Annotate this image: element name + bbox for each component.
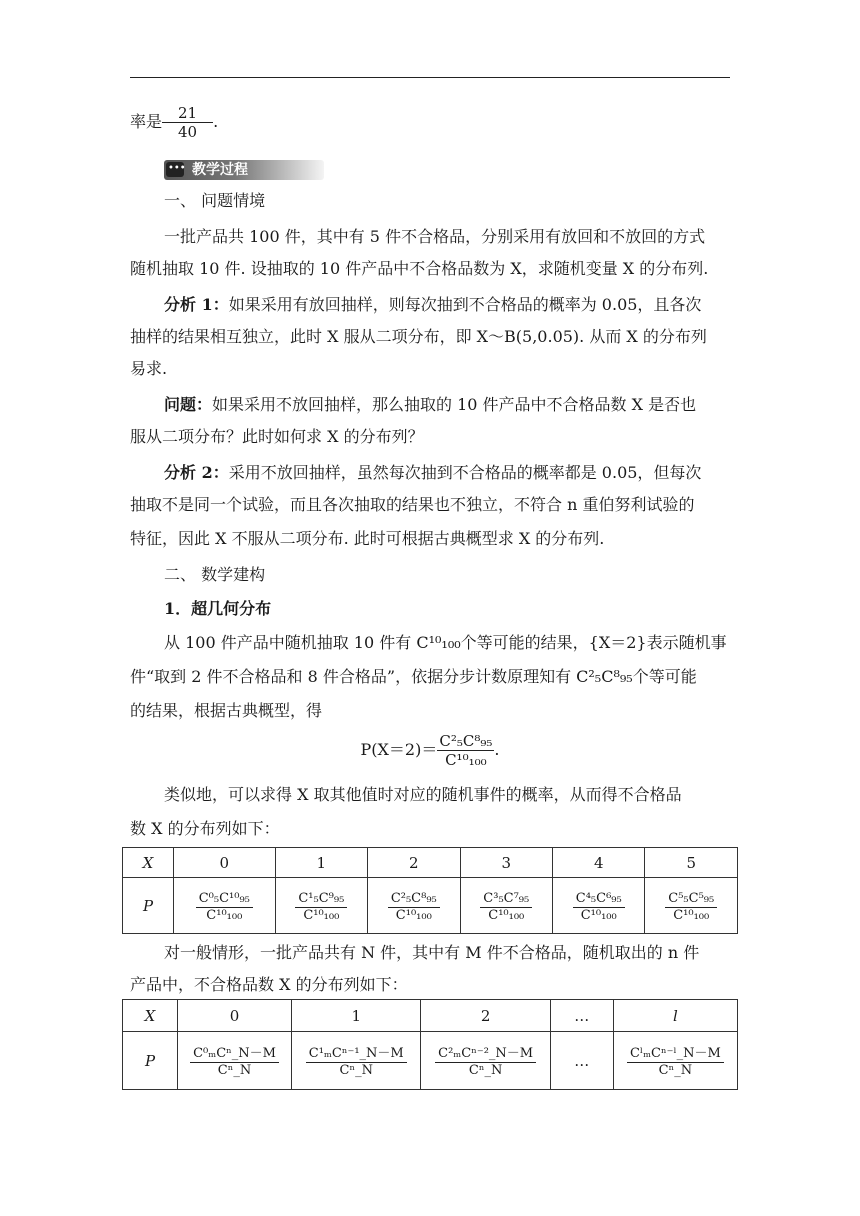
paragraph: 抽样的结果相互独立，此时 X 服从二项分布，即 X～B(5,0.05). 从而 X 的分布列 <box>130 327 707 346</box>
paragraph: 特征，因此 X 不服从二项分布. 此时可根据古典概型求 X 的分布列. <box>130 529 605 548</box>
paragraph: 抽取不是同一个试验，而且各次抽取的结果也不独立，不符合 n 重伯努利试验的 <box>130 495 695 514</box>
answer-fraction: $\frac{21}{40}$ <box>178 104 198 141</box>
question: 问题：如果采用不放回抽样，那么抽取的 10 件产品中不合格品数 X 是否也 <box>164 395 697 414</box>
paragraph: 数 X 的分布列如下： <box>130 819 280 838</box>
paragraph: 对一般情形，一批产品共有 N 件，其中有 M 件不合格品，随机取出的 n 件 <box>164 943 700 962</box>
distribution-table-2: X 0 1 2 … l P $\frac{\text{C⁰ₘCⁿ\_N－M}}{\text{Cⁿ\_N}}$ $\frac{\text{C¹ₘCⁿ⁻¹\_N－M}}{\text{Cⁿ\_N}}$ $\frac{\text{C²ₘCⁿ⁻²\_N－M}}{\text{Cⁿ\_N}}$ … $\frac{\text{CˡₘCⁿ⁻ˡ\_N－M}}{\text{Cⁿ\_N}}$ <box>122 999 738 1090</box>
analysis-1: 分析 1：如果采用有放回抽样，则每次抽到不合格品的概率为 0.05，且各次 <box>164 295 702 314</box>
paragraph: 随机抽取 10 件. 设抽取的 10 件产品中不合格品数为 X，求随机变量 X 的分布列. <box>130 259 709 278</box>
paragraph: 从 100 件产品中随机抽取 10 件有 C¹⁰₁₀₀个等可能的结果，{X＝2}表示随机事 <box>164 633 727 652</box>
section-heading-1: 一、 问题情境 <box>164 191 266 210</box>
paragraph: 一批产品共 100 件，其中有 5 件不合格品，分别采用有放回和不放回的方式 <box>164 227 706 246</box>
section-heading-2: 二、 数学建构 <box>164 565 266 584</box>
section-badge: ••• 教学过程 <box>164 160 324 180</box>
paragraph: 产品中，不合格品数 X 的分布列如下： <box>130 975 408 994</box>
intro-line: 率是 $\frac{21}{40}$ . <box>130 104 219 141</box>
paragraph: 的结果，根据古典概型，得 <box>130 701 323 720</box>
paragraph: 类似地，可以求得 X 取其他值时对应的随机事件的概率，从而得不合格品 <box>164 785 682 804</box>
subsection-heading: 1．超几何分布 <box>164 599 272 618</box>
paragraph: 服从二项分布？此时如何求 X 的分布列？ <box>130 427 424 446</box>
chat-icon <box>166 162 184 177</box>
header-rule <box>130 77 730 78</box>
analysis-2: 分析 2：采用不放回抽样，虽然每次抽到不合格品的概率都是 0.05，但每次 <box>164 463 702 482</box>
distribution-table-1: X 0 1 2 3 4 5 P $\frac{\text{C⁰₅C¹⁰₉₅}}{\text{C¹⁰₁₀₀}}$ $\frac{\text{C¹₅C⁹₉₅}}{\text{C¹⁰₁₀₀}}$ $\frac{\text{C²₅C⁸₉₅}}{\text{C¹⁰₁₀₀}}$ $\frac{\text{C³₅C⁷₉₅}}{\text{C¹⁰₁₀₀}}$ $\frac{\text{C⁴₅C⁶₉₅}}{\text{C¹⁰₁₀₀}}$ $\frac{\text{C⁵₅C⁵₉₅}}{\text{C¹⁰₁₀₀}}$ <box>122 847 738 934</box>
paragraph: 易求. <box>130 359 168 378</box>
formula: P(X＝2)＝ $\frac{\text{C²₅C⁸₉₅}}{\text{C¹⁰₁₀₀}}$ . <box>360 732 500 769</box>
paragraph: 件“取到 2 件不合格品和 8 件合格品”，依据分步计数原理知有 C²₅C⁸₉₅个等可能 <box>130 667 697 686</box>
